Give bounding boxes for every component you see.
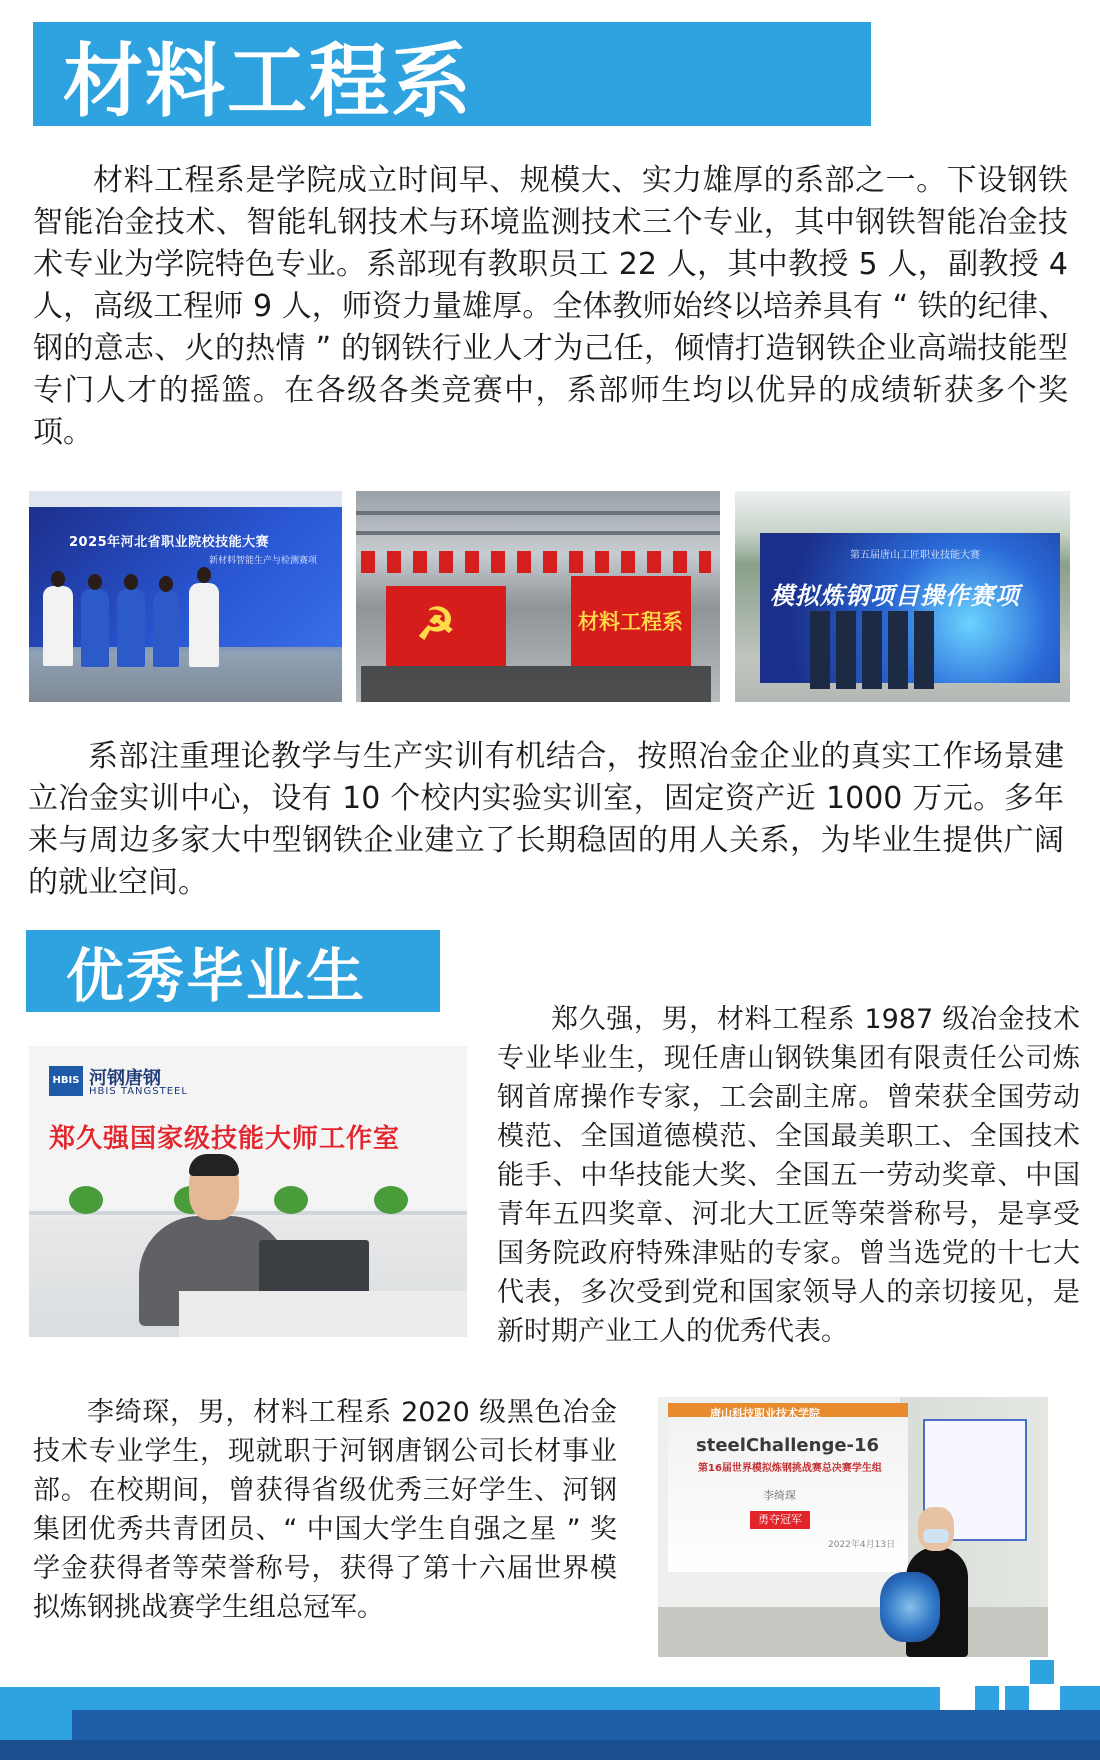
competition-photo-3 xyxy=(735,491,1070,702)
company-name-cn: 河钢唐钢 xyxy=(89,1068,161,1089)
competition-backdrop-subtitle: 新材料智能生产与检测赛项 xyxy=(209,556,318,566)
winner-name: 李绮琛 xyxy=(763,1489,796,1502)
section-title-outstanding-graduates xyxy=(26,930,440,1012)
plant xyxy=(374,1186,408,1214)
ceiling-beam xyxy=(356,531,720,535)
company-name-en: HBIS TANGSTEEL xyxy=(89,1086,188,1097)
plant xyxy=(274,1186,308,1214)
section-title-text: 材料工程系 xyxy=(63,34,473,128)
section-title-materials-dept xyxy=(33,22,871,126)
competition-backdrop-title: 2025年河北省职业院校技能大赛 xyxy=(69,535,270,550)
student-head xyxy=(124,574,138,590)
master-studio-photo xyxy=(29,1046,467,1337)
footer-mosaic-square xyxy=(1005,1686,1029,1710)
student-figure xyxy=(43,586,73,666)
student-figure xyxy=(189,583,219,667)
footer-band-bottom xyxy=(0,1740,1100,1760)
footer-mosaic-square xyxy=(1060,1686,1100,1710)
graduate-1-bio: 郑久强，男，材料工程系 1987 级冶金技术专业毕业生，现任唐山钢铁集团有限责任公司炼钢首席操作专家，工会副主席。曾荣获全国劳动模范、全国道德模范、全国最美职工、全国技术能手、中华技能大奖、全国五一劳动奖章、中国青年五四奖章、河北大工匠等荣誉称号，是享受国务院政府特殊津贴的专家。曾当选党的十七大代表，多次受到党和国家领导人的亲切接见，是新时期产业工人的优秀代表。 xyxy=(497,1004,1080,1347)
department-flag-text: 材料工程系 xyxy=(578,609,683,634)
competition-backdrop-title: 模拟炼钢项目操作赛项 xyxy=(770,582,1020,610)
section-title-text: 优秀毕业生 xyxy=(66,942,367,1010)
student-figure xyxy=(153,591,179,667)
floor xyxy=(658,1607,1048,1657)
graduate-2-bio: 李绮琛，男，材料工程系 2020 级黑色冶金技术专业学生，现就职于河钢唐钢公司长材事业部。在校期间，曾获得省级优秀三好学生、河钢集团优秀共青团员、“ 中国大学生自强之星 ” 奖学金获得者等荣誉称号，获得了第十六届世界模拟炼钢挑战赛学生组总冠军。 xyxy=(33,1397,617,1623)
footer-mosaic-square xyxy=(975,1686,999,1710)
competition-backdrop xyxy=(29,507,342,647)
school-name: 唐山科技职业技术学院 xyxy=(710,1407,820,1420)
footer-mosaic-square xyxy=(1030,1660,1054,1684)
champion-badge: 勇夺冠军 xyxy=(750,1511,810,1529)
group-legs xyxy=(361,666,711,702)
student-head xyxy=(51,571,65,587)
hbis-logo: HBIS xyxy=(49,1066,83,1096)
practice-paragraph: 系部注重理论教学与生产实训有机结合，按照冶金企业的真实工作场景建立冶金实训中心，设有 10 个校内实验实训室，固定资产近 1000 万元。多年来与周边多家大中型钢铁企业建立了长期稳固的用人关系，为毕业生提供广阔的就业空间。 xyxy=(28,739,1064,900)
competitor-group xyxy=(810,611,940,689)
student-figure xyxy=(117,589,145,667)
steel-challenge-title: steelChallenge-16 xyxy=(696,1435,880,1456)
desk xyxy=(179,1291,467,1337)
ceiling-beam xyxy=(356,511,720,515)
student-head xyxy=(88,574,102,590)
student-head xyxy=(159,576,173,592)
studio-sign: 郑久强国家级技能大师工作室 xyxy=(49,1124,401,1154)
award-date: 2022年4月13日 xyxy=(828,1540,896,1550)
competition-photo-1 xyxy=(29,491,342,702)
student-figure xyxy=(81,589,109,667)
steel-challenge-subtitle: 第16届世界模拟炼钢挑战赛总决赛学生组 xyxy=(698,1463,882,1474)
steel-challenge-photo xyxy=(658,1397,1048,1657)
student-head xyxy=(197,567,211,583)
face-mask xyxy=(923,1529,949,1543)
person-hair xyxy=(189,1154,239,1176)
hammer-sickle-icon: ☭ xyxy=(416,599,456,650)
competition-backdrop-subtitle: 第五届唐山工匠职业技能大赛 xyxy=(850,550,980,561)
dept-intro-paragraph: 材料工程系是学院成立时间早、规模大、实力雄厚的系部之一。下设钢铁智能冶金技术、智能轧钢技术与环境监测技术三个专业，其中钢铁智能冶金技术专业为学院特色专业。系部现有教职员工 22 人，其中教授 5 人，副教授 4 人，高级工程师 9 人，师资力量雄厚。全体教师始终以培养具有 “ 铁的纪律、钢的意志、火的热情 ” 的钢铁行业人才为己任，倾情打造钢铁企业高端技能型专门人才的摇篮。在各级各类竞赛中，系部师生均以优异的成绩斩获多个奖项。 xyxy=(33,163,1068,450)
red-helmets-row xyxy=(361,551,711,573)
group-photo-factory xyxy=(356,491,720,702)
flower-bouquet xyxy=(880,1572,940,1642)
plant xyxy=(69,1186,103,1214)
